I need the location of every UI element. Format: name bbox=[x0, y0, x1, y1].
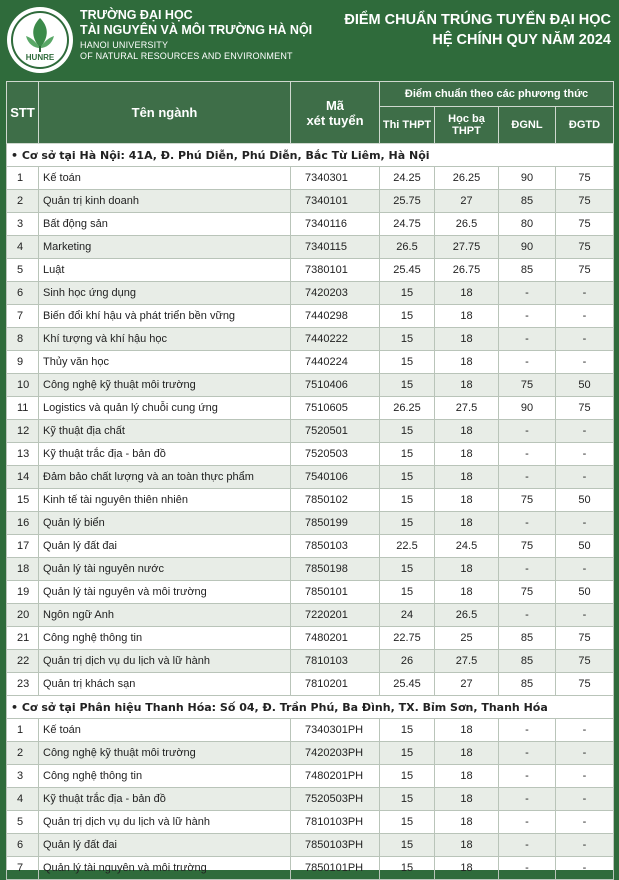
cell-name: Kỹ thuật trắc địa - bản đồ bbox=[39, 788, 291, 811]
cell-name: Kế toán bbox=[39, 167, 291, 190]
admission-score-table bbox=[6, 81, 614, 880]
cell-stt: 6 bbox=[7, 282, 39, 305]
table-row bbox=[7, 604, 614, 627]
cell-hocba: 18 bbox=[435, 282, 499, 305]
cell-dgtd: 75 bbox=[556, 236, 614, 259]
cell-dgnl: 85 bbox=[499, 190, 556, 213]
cell-code: 7850103 bbox=[291, 535, 380, 558]
header-code-line-2: xét tuyển bbox=[306, 112, 364, 128]
cell-hocba: 18 bbox=[435, 742, 499, 765]
table-row bbox=[7, 581, 614, 604]
cell-thpt: 15 bbox=[380, 719, 435, 742]
cell-code: 7850102 bbox=[291, 489, 380, 512]
cell-stt: 7 bbox=[7, 305, 39, 328]
cell-dgtd: 75 bbox=[556, 397, 614, 420]
cell-code: 7340116 bbox=[291, 213, 380, 236]
cell-dgtd: - bbox=[556, 512, 614, 535]
cell-thpt: 22.5 bbox=[380, 535, 435, 558]
header-dgnl: ĐGNL bbox=[499, 107, 556, 144]
cell-code: 7480201 bbox=[291, 627, 380, 650]
cell-stt: 3 bbox=[7, 213, 39, 236]
cell-stt: 11 bbox=[7, 397, 39, 420]
cell-dgnl: - bbox=[499, 351, 556, 374]
cell-hocba: 27.5 bbox=[435, 397, 499, 420]
document-title bbox=[344, 10, 611, 50]
cell-thpt: 15 bbox=[380, 581, 435, 604]
cell-dgtd: - bbox=[556, 719, 614, 742]
cell-thpt: 25.75 bbox=[380, 190, 435, 213]
cell-stt: 2 bbox=[7, 190, 39, 213]
cell-code: 7440224 bbox=[291, 351, 380, 374]
cell-name: Sinh học ứng dụng bbox=[39, 282, 291, 305]
cell-dgnl: - bbox=[499, 443, 556, 466]
cell-hocba: 18 bbox=[435, 857, 499, 880]
table-row bbox=[7, 305, 614, 328]
cell-code: 7380101 bbox=[291, 259, 380, 282]
table-row bbox=[7, 558, 614, 581]
cell-hocba: 26.75 bbox=[435, 259, 499, 282]
cell-thpt: 15 bbox=[380, 351, 435, 374]
cell-thpt: 15 bbox=[380, 765, 435, 788]
cell-name: Công nghệ thông tin bbox=[39, 627, 291, 650]
cell-hocba: 18 bbox=[435, 765, 499, 788]
university-logo-icon bbox=[6, 6, 74, 74]
cell-code: 7510406 bbox=[291, 374, 380, 397]
cell-stt: 9 bbox=[7, 351, 39, 374]
cell-thpt: 15 bbox=[380, 857, 435, 880]
cell-code: 7850199 bbox=[291, 512, 380, 535]
header-code bbox=[291, 82, 380, 144]
cell-name: Thủy văn học bbox=[39, 351, 291, 374]
university-name-en-1: HANOI UNIVERSITY bbox=[80, 40, 169, 50]
university-name-vn-2: TÀI NGUYÊN VÀ MÔI TRƯỜNG HÀ NỘI bbox=[80, 23, 313, 37]
cell-thpt: 15 bbox=[380, 834, 435, 857]
cell-stt: 20 bbox=[7, 604, 39, 627]
cell-hocba: 25 bbox=[435, 627, 499, 650]
cell-hocba: 18 bbox=[435, 512, 499, 535]
section-title: • Cơ sở tại Phân hiệu Thanh Hóa: Số 04, Đ. Trần Phú, Ba Đình, TX. Bỉm Sơn, Thanh Hóa bbox=[7, 696, 614, 719]
cell-dgnl: - bbox=[499, 466, 556, 489]
cell-dgtd: 75 bbox=[556, 259, 614, 282]
cell-name: Marketing bbox=[39, 236, 291, 259]
cell-dgnl: - bbox=[499, 420, 556, 443]
cell-stt: 13 bbox=[7, 443, 39, 466]
cell-stt: 19 bbox=[7, 581, 39, 604]
cell-code: 7850198 bbox=[291, 558, 380, 581]
cell-hocba: 18 bbox=[435, 374, 499, 397]
cell-dgtd: 50 bbox=[556, 581, 614, 604]
cell-hocba: 26.5 bbox=[435, 604, 499, 627]
cell-name: Ngôn ngữ Anh bbox=[39, 604, 291, 627]
table-row bbox=[7, 489, 614, 512]
university-name bbox=[80, 8, 312, 62]
cell-dgnl: - bbox=[499, 305, 556, 328]
cell-hocba: 26.5 bbox=[435, 213, 499, 236]
cell-stt: 14 bbox=[7, 466, 39, 489]
cell-name: Khí tượng và khí hậu học bbox=[39, 328, 291, 351]
cell-name: Quản trị khách sạn bbox=[39, 673, 291, 696]
table-row bbox=[7, 811, 614, 834]
header-hocba bbox=[435, 107, 499, 144]
cell-name: Quản trị kinh doanh bbox=[39, 190, 291, 213]
cell-dgtd: - bbox=[556, 811, 614, 834]
table-row bbox=[7, 443, 614, 466]
cell-name: Công nghệ kỹ thuật môi trường bbox=[39, 742, 291, 765]
cell-code: 7850101 bbox=[291, 581, 380, 604]
table-row bbox=[7, 834, 614, 857]
cell-hocba: 18 bbox=[435, 420, 499, 443]
cell-dgtd: 50 bbox=[556, 374, 614, 397]
table-row bbox=[7, 282, 614, 305]
header-code-line-1: Mã bbox=[325, 97, 345, 113]
cell-hocba: 18 bbox=[435, 328, 499, 351]
cell-dgnl: 75 bbox=[499, 535, 556, 558]
cell-code: 7480201PH bbox=[291, 765, 380, 788]
cell-thpt: 15 bbox=[380, 788, 435, 811]
cell-thpt: 15 bbox=[380, 811, 435, 834]
cell-name: Quản lý biển bbox=[39, 512, 291, 535]
cell-name: Bất động sản bbox=[39, 213, 291, 236]
cell-name: Quản lý đất đai bbox=[39, 535, 291, 558]
logo-text: HUNRE bbox=[25, 53, 55, 62]
cell-name: Kỹ thuật địa chất bbox=[39, 420, 291, 443]
table-row bbox=[7, 466, 614, 489]
cell-stt: 4 bbox=[7, 788, 39, 811]
cell-hocba: 26.25 bbox=[435, 167, 499, 190]
cell-code: 7520503PH bbox=[291, 788, 380, 811]
cell-dgtd: 75 bbox=[556, 167, 614, 190]
cell-thpt: 15 bbox=[380, 489, 435, 512]
cell-thpt: 24.25 bbox=[380, 167, 435, 190]
cell-dgtd: 50 bbox=[556, 489, 614, 512]
cell-dgtd: 75 bbox=[556, 190, 614, 213]
cell-thpt: 15 bbox=[380, 420, 435, 443]
cell-code: 7850101PH bbox=[291, 857, 380, 880]
table-row bbox=[7, 259, 614, 282]
cell-dgnl: 90 bbox=[499, 397, 556, 420]
cell-stt: 7 bbox=[7, 857, 39, 880]
cell-dgtd: - bbox=[556, 282, 614, 305]
cell-code: 7220201 bbox=[291, 604, 380, 627]
cell-dgtd: - bbox=[556, 328, 614, 351]
cell-thpt: 15 bbox=[380, 558, 435, 581]
cell-code: 7340301 bbox=[291, 167, 380, 190]
cell-dgnl: 85 bbox=[499, 650, 556, 673]
table-row bbox=[7, 673, 614, 696]
header-name: Tên ngành bbox=[39, 82, 291, 144]
section-row bbox=[7, 144, 614, 167]
cell-thpt: 15 bbox=[380, 374, 435, 397]
cell-code: 7850103PH bbox=[291, 834, 380, 857]
cell-hocba: 27.75 bbox=[435, 236, 499, 259]
header-stt: STT bbox=[7, 82, 39, 144]
cell-name: Kỹ thuật trắc địa - bản đồ bbox=[39, 443, 291, 466]
cell-hocba: 24.5 bbox=[435, 535, 499, 558]
cell-dgtd: 75 bbox=[556, 673, 614, 696]
cell-code: 7420203 bbox=[291, 282, 380, 305]
cell-thpt: 24 bbox=[380, 604, 435, 627]
cell-dgtd: 75 bbox=[556, 213, 614, 236]
cell-thpt: 15 bbox=[380, 466, 435, 489]
cell-name: Quản lý tài nguyên và môi trường bbox=[39, 581, 291, 604]
cell-code: 7540106 bbox=[291, 466, 380, 489]
header-dgtd: ĐGTD bbox=[556, 107, 614, 144]
cell-name: Quản trị dịch vụ du lịch và lữ hành bbox=[39, 650, 291, 673]
cell-dgnl: 90 bbox=[499, 236, 556, 259]
section-row bbox=[7, 696, 614, 719]
cell-dgtd: - bbox=[556, 604, 614, 627]
table-row bbox=[7, 535, 614, 558]
cell-dgnl: - bbox=[499, 788, 556, 811]
table-row bbox=[7, 236, 614, 259]
cell-stt: 17 bbox=[7, 535, 39, 558]
cell-thpt: 26 bbox=[380, 650, 435, 673]
cell-code: 7440298 bbox=[291, 305, 380, 328]
cell-hocba: 18 bbox=[435, 719, 499, 742]
cell-name: Quản trị dịch vụ du lịch và lữ hành bbox=[39, 811, 291, 834]
cell-dgtd: - bbox=[556, 466, 614, 489]
cell-stt: 16 bbox=[7, 512, 39, 535]
cell-hocba: 18 bbox=[435, 581, 499, 604]
table-body bbox=[7, 144, 614, 880]
cell-name: Công nghệ thông tin bbox=[39, 765, 291, 788]
cell-dgnl: 85 bbox=[499, 627, 556, 650]
cell-dgtd: - bbox=[556, 558, 614, 581]
table-row bbox=[7, 857, 614, 880]
cell-stt: 4 bbox=[7, 236, 39, 259]
table-row bbox=[7, 719, 614, 742]
cell-dgnl: - bbox=[499, 765, 556, 788]
cell-dgtd: - bbox=[556, 788, 614, 811]
cell-dgnl: - bbox=[499, 604, 556, 627]
cell-hocba: 18 bbox=[435, 834, 499, 857]
cell-name: Logistics và quản lý chuỗi cung ứng bbox=[39, 397, 291, 420]
cell-code: 7520503 bbox=[291, 443, 380, 466]
cell-thpt: 26.25 bbox=[380, 397, 435, 420]
cell-hocba: 18 bbox=[435, 466, 499, 489]
document-title-line-2: HỆ CHÍNH QUY NĂM 2024 bbox=[432, 32, 611, 48]
table-row bbox=[7, 650, 614, 673]
table-row bbox=[7, 328, 614, 351]
cell-stt: 5 bbox=[7, 811, 39, 834]
cell-dgtd: - bbox=[556, 443, 614, 466]
cell-hocba: 27 bbox=[435, 673, 499, 696]
cell-stt: 23 bbox=[7, 673, 39, 696]
cell-dgtd: - bbox=[556, 351, 614, 374]
university-name-vn-1: TRƯỜNG ĐẠI HỌC bbox=[80, 8, 193, 22]
header-hocba-line-1: Học bạ bbox=[448, 113, 485, 125]
cell-code: 7440222 bbox=[291, 328, 380, 351]
table-row bbox=[7, 351, 614, 374]
cell-thpt: 15 bbox=[380, 282, 435, 305]
cell-stt: 1 bbox=[7, 719, 39, 742]
cell-dgnl: - bbox=[499, 282, 556, 305]
cell-thpt: 25.45 bbox=[380, 673, 435, 696]
cell-dgnl: - bbox=[499, 558, 556, 581]
cell-name: Công nghệ kỹ thuật môi trường bbox=[39, 374, 291, 397]
cell-dgnl: - bbox=[499, 834, 556, 857]
cell-dgtd: - bbox=[556, 857, 614, 880]
cell-hocba: 18 bbox=[435, 811, 499, 834]
table-row bbox=[7, 420, 614, 443]
university-name-en-2: OF NATURAL RESOURCES AND ENVIRONMENT bbox=[80, 51, 293, 61]
section-title: • Cơ sở tại Hà Nội: 41A, Đ. Phú Diễn, Phú Diễn, Bắc Từ Liêm, Hà Nội bbox=[7, 144, 614, 167]
cell-hocba: 18 bbox=[435, 558, 499, 581]
cell-name: Quản lý đất đai bbox=[39, 834, 291, 857]
cell-dgnl: 85 bbox=[499, 259, 556, 282]
cell-dgtd: - bbox=[556, 834, 614, 857]
cell-name: Đảm bảo chất lượng và an toàn thực phẩm bbox=[39, 466, 291, 489]
cell-hocba: 18 bbox=[435, 489, 499, 512]
cell-dgnl: - bbox=[499, 512, 556, 535]
cell-hocba: 27.5 bbox=[435, 650, 499, 673]
cell-dgtd: - bbox=[556, 765, 614, 788]
table-row bbox=[7, 167, 614, 190]
cell-dgnl: - bbox=[499, 811, 556, 834]
cell-dgtd: - bbox=[556, 420, 614, 443]
table-row bbox=[7, 627, 614, 650]
cell-dgnl: - bbox=[499, 857, 556, 880]
table-row bbox=[7, 213, 614, 236]
cell-dgnl: - bbox=[499, 719, 556, 742]
cell-thpt: 25.45 bbox=[380, 259, 435, 282]
cell-stt: 12 bbox=[7, 420, 39, 443]
cell-hocba: 18 bbox=[435, 788, 499, 811]
cell-dgnl: 75 bbox=[499, 489, 556, 512]
cell-thpt: 15 bbox=[380, 512, 435, 535]
table-row bbox=[7, 397, 614, 420]
cell-name: Biến đổi khí hậu và phát triển bền vững bbox=[39, 305, 291, 328]
cell-stt: 5 bbox=[7, 259, 39, 282]
cell-dgtd: - bbox=[556, 305, 614, 328]
cell-name: Quản lý tài nguyên nước bbox=[39, 558, 291, 581]
cell-hocba: 18 bbox=[435, 351, 499, 374]
table-row bbox=[7, 742, 614, 765]
cell-thpt: 26.5 bbox=[380, 236, 435, 259]
cell-thpt: 15 bbox=[380, 305, 435, 328]
table-row bbox=[7, 374, 614, 397]
cell-thpt: 15 bbox=[380, 742, 435, 765]
cell-code: 7810103 bbox=[291, 650, 380, 673]
cell-code: 7340115 bbox=[291, 236, 380, 259]
cell-hocba: 18 bbox=[435, 443, 499, 466]
cell-dgnl: - bbox=[499, 328, 556, 351]
cell-dgnl: 80 bbox=[499, 213, 556, 236]
header-score-group: Điểm chuẩn theo các phương thức bbox=[380, 82, 614, 107]
cell-dgnl: - bbox=[499, 742, 556, 765]
cell-code: 7340301PH bbox=[291, 719, 380, 742]
cell-dgnl: 85 bbox=[499, 673, 556, 696]
cell-stt: 3 bbox=[7, 765, 39, 788]
document-title-line-1: ĐIỂM CHUẨN TRÚNG TUYỂN ĐẠI HỌC bbox=[344, 12, 611, 28]
table-row bbox=[7, 190, 614, 213]
cell-dgnl: 90 bbox=[499, 167, 556, 190]
cell-dgnl: 75 bbox=[499, 374, 556, 397]
cell-stt: 18 bbox=[7, 558, 39, 581]
cell-name: Kinh tế tài nguyên thiên nhiên bbox=[39, 489, 291, 512]
cell-hocba: 27 bbox=[435, 190, 499, 213]
cell-code: 7420203PH bbox=[291, 742, 380, 765]
cell-code: 7520501 bbox=[291, 420, 380, 443]
cell-name: Quản lý tài nguyên và môi trường bbox=[39, 857, 291, 880]
cell-thpt: 24.75 bbox=[380, 213, 435, 236]
cell-code: 7340101 bbox=[291, 190, 380, 213]
cell-stt: 22 bbox=[7, 650, 39, 673]
cell-code: 7810201 bbox=[291, 673, 380, 696]
cell-stt: 6 bbox=[7, 834, 39, 857]
header-thpt: Thi THPT bbox=[380, 107, 435, 144]
cell-stt: 2 bbox=[7, 742, 39, 765]
table-row bbox=[7, 765, 614, 788]
cell-code: 7510605 bbox=[291, 397, 380, 420]
cell-stt: 15 bbox=[7, 489, 39, 512]
cell-dgnl: 75 bbox=[499, 581, 556, 604]
admission-score-table-container bbox=[6, 81, 613, 874]
cell-name: Luật bbox=[39, 259, 291, 282]
cell-stt: 21 bbox=[7, 627, 39, 650]
cell-thpt: 15 bbox=[380, 328, 435, 351]
cell-hocba: 18 bbox=[435, 305, 499, 328]
cell-stt: 1 bbox=[7, 167, 39, 190]
cell-stt: 8 bbox=[7, 328, 39, 351]
cell-dgtd: 50 bbox=[556, 535, 614, 558]
cell-name: Kế toán bbox=[39, 719, 291, 742]
cell-stt: 10 bbox=[7, 374, 39, 397]
header-hocba-line-2: THPT bbox=[452, 125, 481, 137]
page-header bbox=[0, 0, 619, 80]
cell-dgtd: - bbox=[556, 742, 614, 765]
cell-dgtd: 75 bbox=[556, 627, 614, 650]
cell-code: 7810103PH bbox=[291, 811, 380, 834]
table-row bbox=[7, 512, 614, 535]
table-row bbox=[7, 788, 614, 811]
cell-dgtd: 75 bbox=[556, 650, 614, 673]
cell-thpt: 22.75 bbox=[380, 627, 435, 650]
cell-thpt: 15 bbox=[380, 443, 435, 466]
